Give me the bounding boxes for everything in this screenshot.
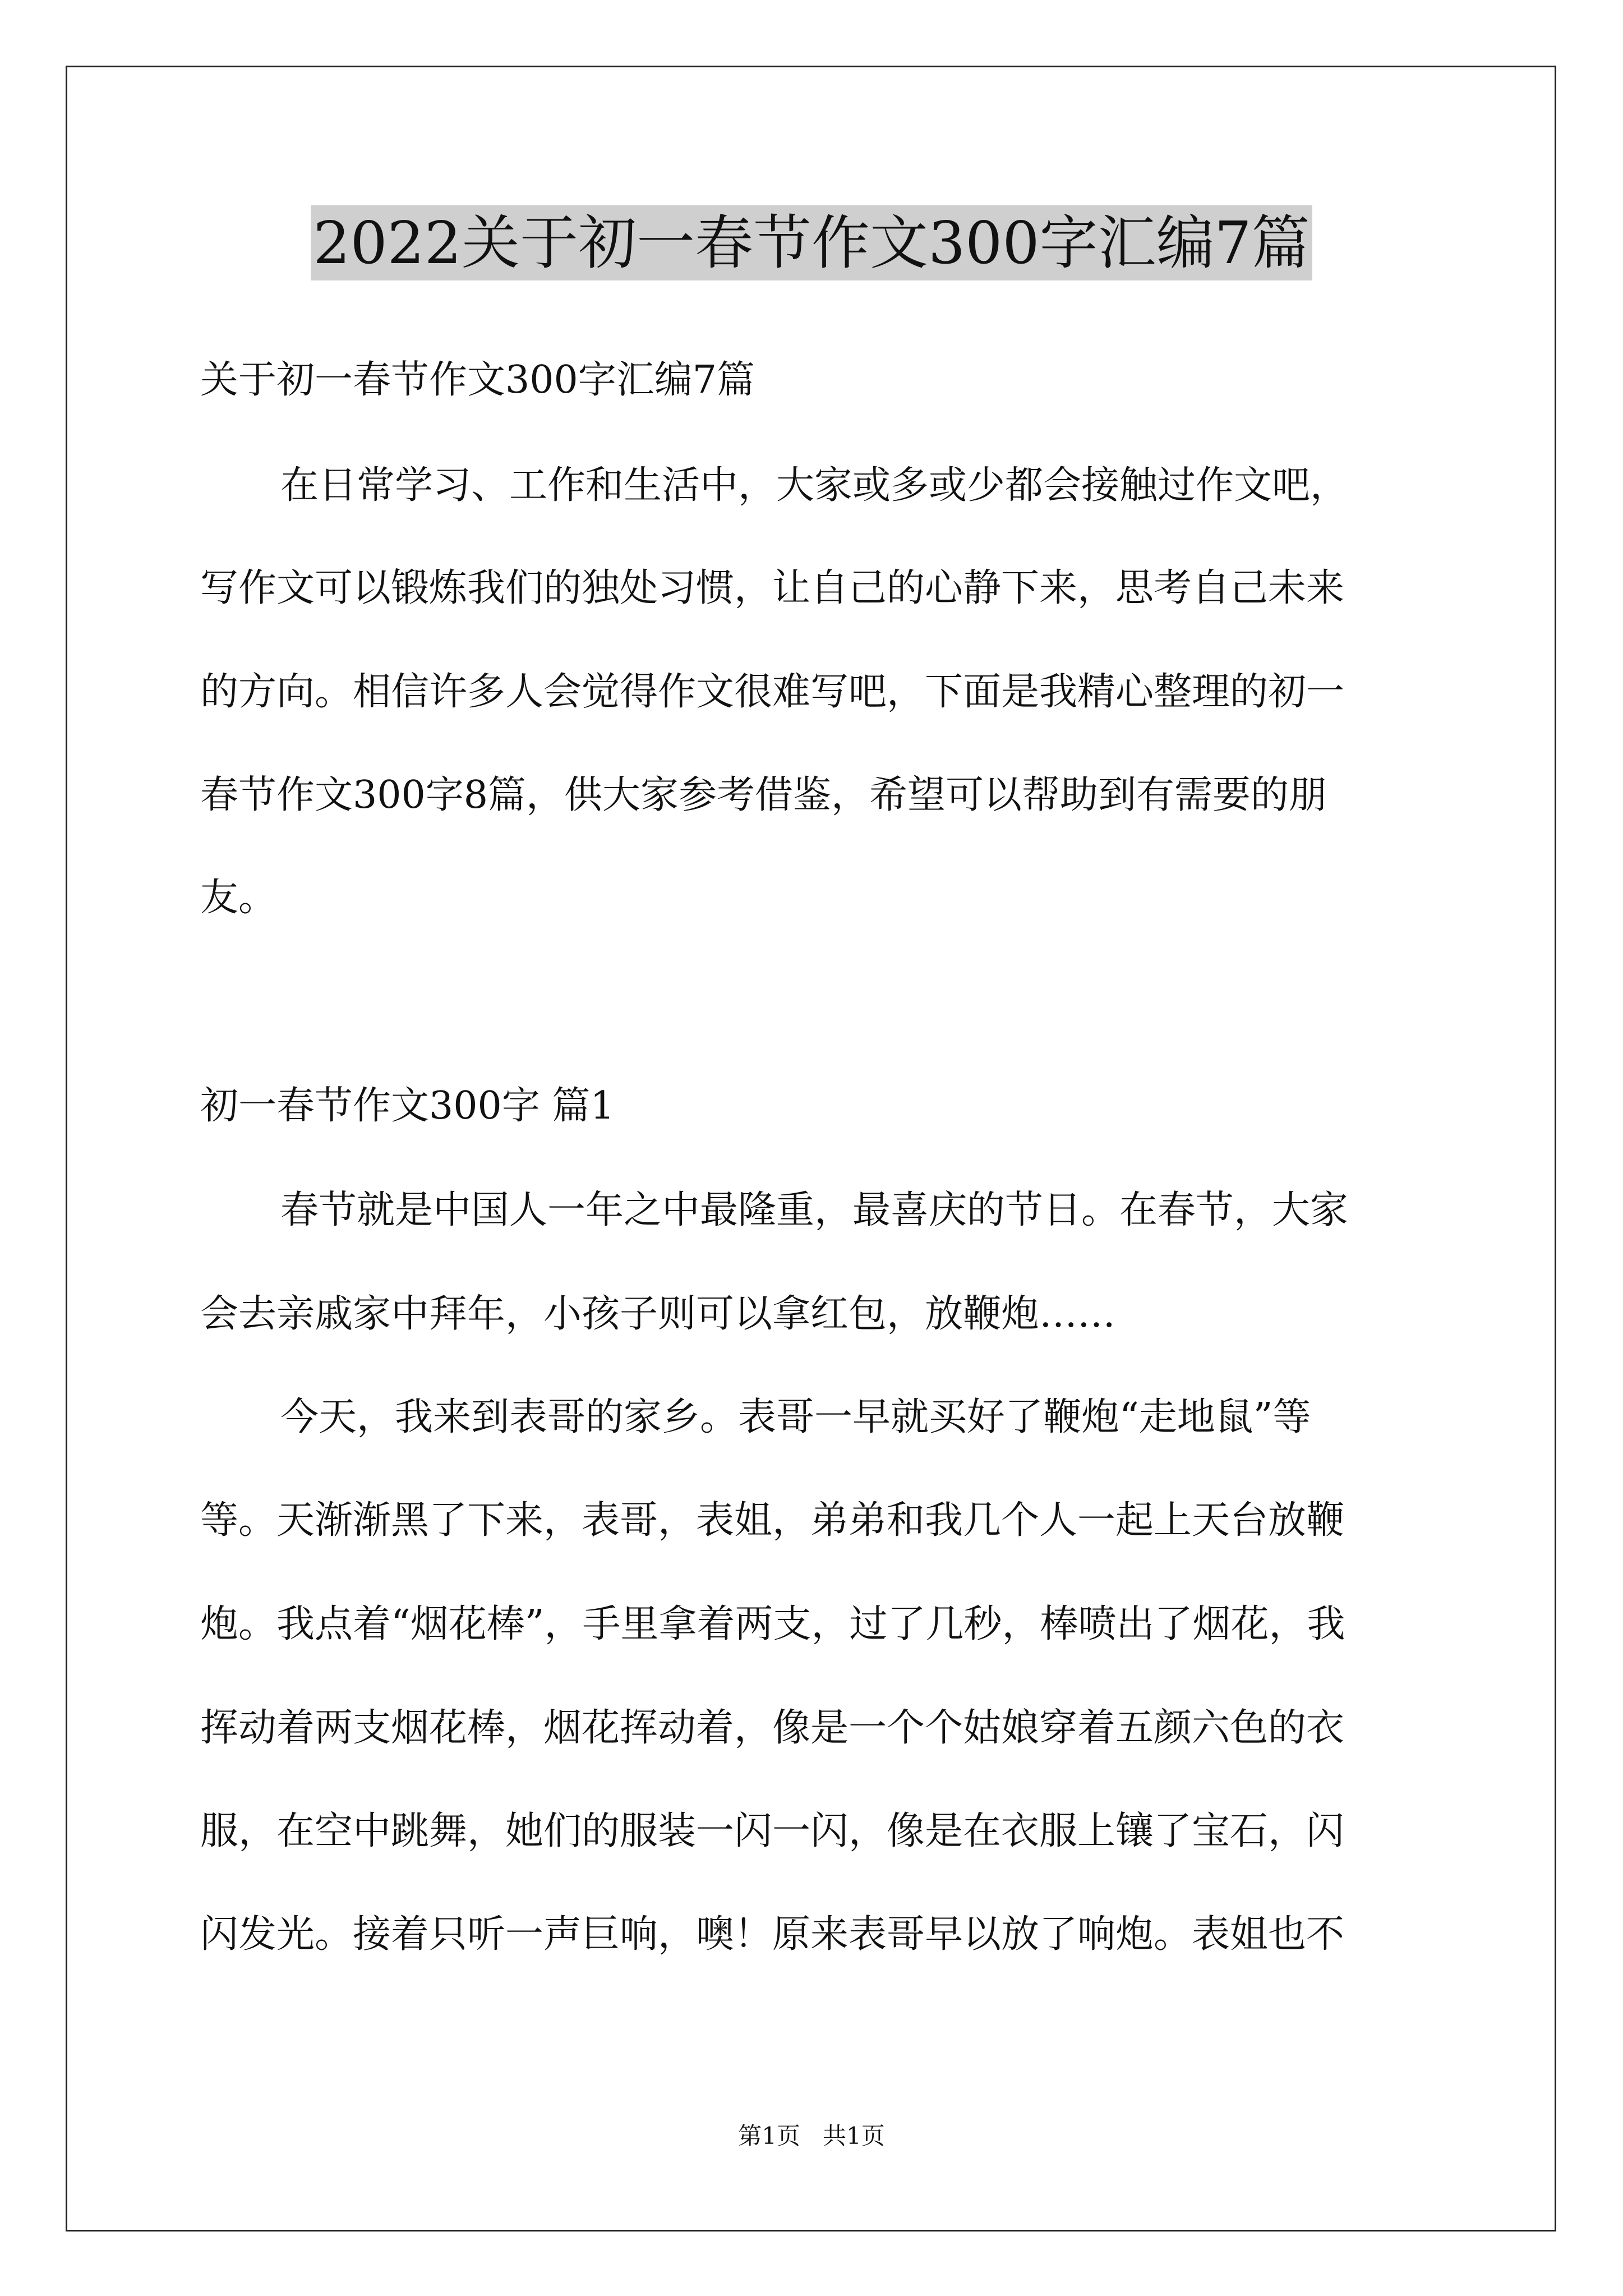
intro-line: 的方向。相信许多人会觉得作文很难写吧，下面是我精心整理的初一	[200, 670, 1345, 714]
document-subtitle: 关于初一春节作文300字汇编7篇	[200, 358, 755, 402]
section-heading: 初一春节作文300字 篇1	[200, 1084, 615, 1128]
intro-line: 写作文可以锻炼我们的独处习惯，让自己的心静下来，思考自己未来	[200, 566, 1345, 610]
body-line: 等。天渐渐黑了下来，表哥，表姐，弟弟和我几个人一起上天台放鞭	[200, 1498, 1345, 1543]
body-line: 服，在空中跳舞，她们的服装一闪一闪，像是在衣服上镶了宝石，闪	[200, 1809, 1345, 1853]
body-line: 闪发光。接着只听一声巨响，噢！原来表哥早以放了响炮。表姐也不	[200, 1912, 1345, 1957]
body-line: 会去亲戚家中拜年，小孩子则可以拿红包，放鞭炮……	[200, 1292, 1116, 1336]
body-line: 春节就是中国人一年之中最隆重，最喜庆的节日。在春节，大家	[280, 1188, 1349, 1232]
page-footer: 第1页 共1页	[738, 2122, 885, 2150]
body-line: 炮。我点着“烟花棒”，手里拿着两支，过了几秒，棒喷出了烟花，我	[200, 1602, 1345, 1646]
intro-line: 春节作文300字8篇，供大家参考借鉴，希望可以帮助到有需要的朋	[200, 773, 1327, 817]
intro-line: 友。	[200, 876, 277, 920]
body-line: 挥动着两支烟花棒，烟花挥动着，像是一个个姑娘穿着五颜六色的衣	[200, 1706, 1345, 1750]
body-line: 今天，我来到表哥的家乡。表哥一早就买好了鞭炮“走地鼠”等	[280, 1395, 1311, 1439]
document-title: 2022关于初一春节作文300字汇编7篇	[311, 205, 1312, 280]
intro-line: 在日常学习、工作和生活中，大家或多或少都会接触过作文吧，	[280, 463, 1349, 508]
title-container	[0, 205, 1623, 280]
